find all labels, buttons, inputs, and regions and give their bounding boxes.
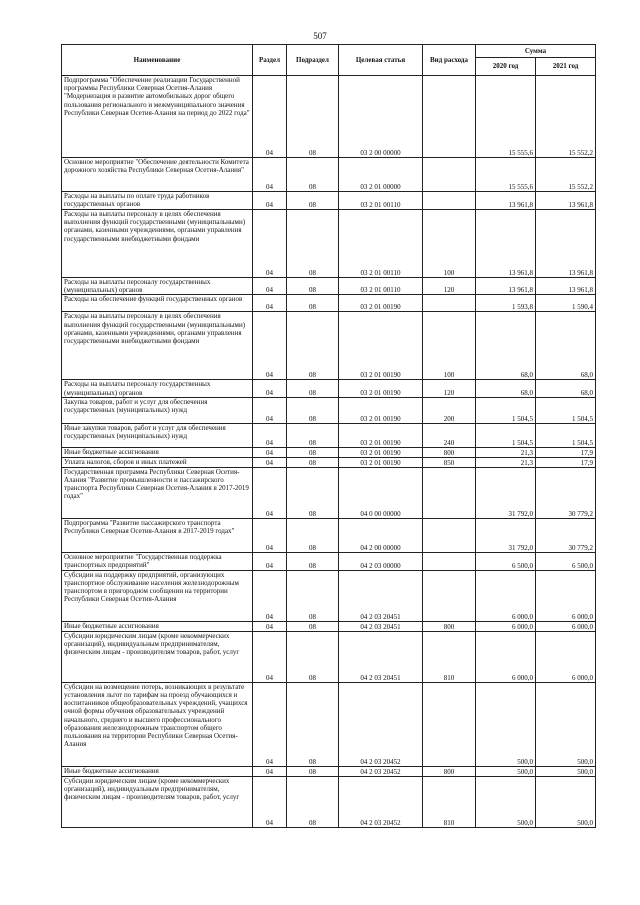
- row-subsection: 08: [287, 682, 339, 766]
- row-target: 04 0 00 00000: [339, 467, 423, 518]
- row-subsection: 08: [287, 457, 339, 467]
- row-name-text: Подпрограмма "Развитие пассажирского транспорта Республики Северная Осетия-Алания в 2017-2019 годах": [64, 518, 235, 536]
- row-name: [62, 766, 253, 776]
- row-target: 04 2 03 20452: [339, 682, 423, 766]
- row-section: 04: [253, 397, 287, 423]
- header-name: Наименование: [62, 45, 253, 76]
- row-subsection: 08: [287, 76, 339, 158]
- row-target: 03 2 01 00190: [339, 447, 423, 457]
- row-name-text: Иные бюджетные ассигнования: [64, 447, 159, 456]
- row-sum-2020: 6 500,0: [476, 552, 536, 570]
- row-section: 04: [253, 631, 287, 682]
- row-sum-2020: 13 961,8: [476, 192, 536, 210]
- row-target: 03 2 01 00190: [339, 295, 423, 312]
- row-sum-2021: 6 000,0: [536, 570, 596, 621]
- row-target: 04 2 03 20451: [339, 621, 423, 631]
- row-name: [62, 467, 253, 518]
- row-expense-type: 850: [423, 457, 476, 467]
- row-name-text: Субсидии на поддержку предприятий, организующих транспортное обслуживание населения железнодорожным транспортом в пригородном сообщении на территории Республики Северная Осетия-Алания: [64, 570, 239, 604]
- row-name: [62, 295, 253, 312]
- row-sum-2021: 13 961,8: [536, 192, 596, 210]
- row-sum-2020: 15 555,6: [476, 158, 536, 192]
- header-subsection: Подраздел: [287, 45, 339, 76]
- table-row: [62, 423, 596, 447]
- row-target: 03 2 01 00190: [339, 312, 423, 380]
- row-sum-2020: 21,3: [476, 447, 536, 457]
- row-section: 04: [253, 192, 287, 210]
- row-expense-type: [423, 76, 476, 158]
- row-target: 03 2 00 00000: [339, 76, 423, 158]
- row-expense-type: 810: [423, 631, 476, 682]
- row-name: [62, 682, 253, 766]
- table-row: [62, 621, 596, 631]
- row-subsection: 08: [287, 631, 339, 682]
- row-expense-type: 800: [423, 447, 476, 457]
- row-name-text: Расходы на выплаты персоналу государственных (муниципальных) органов: [64, 380, 211, 397]
- row-target: 04 2 03 20452: [339, 776, 423, 827]
- row-section: 04: [253, 570, 287, 621]
- row-section: 04: [253, 380, 287, 397]
- row-sum-2021: 6 000,0: [536, 631, 596, 682]
- row-subsection: 08: [287, 192, 339, 210]
- row-subsection: 08: [287, 776, 339, 827]
- table-row: [62, 518, 596, 552]
- table-row: [62, 682, 596, 766]
- row-sum-2020: 68,0: [476, 380, 536, 397]
- row-name: [62, 570, 253, 621]
- row-name: [62, 312, 253, 380]
- row-name-text: Расходы на обеспечение функций государственных органов: [64, 295, 243, 304]
- table-row: [62, 467, 596, 518]
- row-target: 04 2 03 20451: [339, 631, 423, 682]
- row-expense-type: [423, 192, 476, 210]
- row-sum-2021: 17,9: [536, 457, 596, 467]
- row-subsection: 08: [287, 295, 339, 312]
- table-row: [62, 210, 596, 278]
- row-name-text: Государственная программа Республики Северная Осетия-Алания "Развитие промышленности и пассажирского транспорта Республики Северная Осетия-Алания в 2017-2019 годах": [64, 467, 249, 501]
- row-target: 03 2 01 00190: [339, 380, 423, 397]
- table-row: [62, 312, 596, 380]
- row-sum-2021: 1 504,5: [536, 397, 596, 423]
- row-name-text: Субсидии юридическим лицам (кроме некоммерческих организаций), индивидуальным предпринимателям, физическим лицам - производителям товаров, работ, услуг: [64, 631, 240, 657]
- row-subsection: 08: [287, 278, 339, 295]
- table-row: [62, 380, 596, 397]
- row-expense-type: 810: [423, 776, 476, 827]
- row-sum-2020: 1 504,5: [476, 423, 536, 447]
- row-name: [62, 776, 253, 827]
- row-target: 03 2 01 00190: [339, 397, 423, 423]
- table-row: [62, 552, 596, 570]
- row-target: 03 2 01 00190: [339, 457, 423, 467]
- row-section: 04: [253, 158, 287, 192]
- row-expense-type: [423, 552, 476, 570]
- row-target: 03 2 01 00110: [339, 192, 423, 210]
- row-expense-type: [423, 570, 476, 621]
- row-sum-2020: 6 000,0: [476, 631, 536, 682]
- table-row: [62, 457, 596, 467]
- budget-table: [61, 44, 596, 828]
- row-subsection: 08: [287, 423, 339, 447]
- row-section: 04: [253, 776, 287, 827]
- row-sum-2020: 6 000,0: [476, 621, 536, 631]
- row-sum-2021: 6 000,0: [536, 621, 596, 631]
- row-section: 04: [253, 423, 287, 447]
- row-name: [62, 192, 253, 210]
- row-subsection: 08: [287, 397, 339, 423]
- row-name-text: Уплата налогов, сборов и иных платежей: [64, 457, 187, 466]
- row-expense-type: 120: [423, 278, 476, 295]
- row-subsection: 08: [287, 621, 339, 631]
- row-sum-2020: 500,0: [476, 682, 536, 766]
- row-expense-type: 120: [423, 380, 476, 397]
- row-name-text: Расходы на выплаты персоналу государственных (муниципальных) органов: [64, 278, 211, 295]
- row-sum-2020: 6 000,0: [476, 570, 536, 621]
- row-target: 03 2 01 00000: [339, 158, 423, 192]
- header-section: Раздел: [253, 45, 287, 76]
- table-row: [62, 192, 596, 210]
- row-name: [62, 278, 253, 295]
- table-row: [62, 278, 596, 295]
- row-name: [62, 518, 253, 552]
- row-section: 04: [253, 766, 287, 776]
- row-sum-2020: 500,0: [476, 766, 536, 776]
- row-sum-2021: 30 779,2: [536, 518, 596, 552]
- row-sum-2020: 15 555,6: [476, 76, 536, 158]
- table-row: [62, 158, 596, 192]
- row-expense-type: [423, 158, 476, 192]
- row-section: 04: [253, 518, 287, 552]
- header-sum: Сумма: [476, 45, 596, 58]
- row-sum-2021: 13 961,8: [536, 278, 596, 295]
- row-sum-2020: 31 792,0: [476, 518, 536, 552]
- row-target: 03 2 01 00110: [339, 210, 423, 278]
- table-row: [62, 766, 596, 776]
- row-section: 04: [253, 447, 287, 457]
- row-name: [62, 210, 253, 278]
- row-subsection: 08: [287, 518, 339, 552]
- row-subsection: 08: [287, 766, 339, 776]
- row-sum-2020: 21,3: [476, 457, 536, 467]
- row-subsection: 08: [287, 467, 339, 518]
- header-expense-type: Вид расхода: [423, 45, 476, 76]
- row-name-text: Иные закупки товаров, работ и услуг для обеспечения государственных (муниципальных) нужд: [64, 423, 226, 441]
- row-sum-2021: 15 552,2: [536, 158, 596, 192]
- row-name: [62, 631, 253, 682]
- row-section: 04: [253, 76, 287, 158]
- row-target: 03 2 01 00190: [339, 423, 423, 447]
- table-row: [62, 776, 596, 827]
- row-name-text: Иные бюджетные ассигнования: [64, 621, 159, 630]
- row-name-text: Иные бюджетные ассигнования: [64, 766, 159, 775]
- table-row: [62, 631, 596, 682]
- row-section: 04: [253, 552, 287, 570]
- row-target: 04 2 00 00000: [339, 518, 423, 552]
- header-year-2021: 2021 год: [536, 58, 596, 76]
- row-name: [62, 552, 253, 570]
- row-target: 04 2 03 20452: [339, 766, 423, 776]
- row-sum-2020: 68,0: [476, 312, 536, 380]
- row-expense-type: [423, 518, 476, 552]
- row-name-text: Расходы на выплаты по оплате труда работников государственных органов: [64, 192, 210, 209]
- row-expense-type: [423, 467, 476, 518]
- row-subsection: 08: [287, 570, 339, 621]
- row-sum-2020: 13 961,8: [476, 210, 536, 278]
- row-section: 04: [253, 295, 287, 312]
- row-subsection: 08: [287, 312, 339, 380]
- table-row: [62, 447, 596, 457]
- row-section: 04: [253, 312, 287, 380]
- row-sum-2021: 500,0: [536, 776, 596, 827]
- row-expense-type: 100: [423, 210, 476, 278]
- row-sum-2020: 31 792,0: [476, 467, 536, 518]
- row-sum-2021: 15 552,2: [536, 76, 596, 158]
- row-expense-type: 800: [423, 766, 476, 776]
- row-subsection: 08: [287, 552, 339, 570]
- row-name-text: Основное мероприятие "Обеспечение деятельности Комитета дорожного хозяйства Республики Северная Осетия-Алания": [64, 158, 249, 175]
- row-name: [62, 621, 253, 631]
- row-name-text: Расходы на выплаты персоналу в целях обеспечения выполнения функций государственными (муниципальными) органами, казенными учреждениями, органами управления государственными внебюджетными фондами: [64, 210, 246, 243]
- row-section: 04: [253, 467, 287, 518]
- row-name-text: Расходы на выплаты персоналу в целях обеспечения выполнения функций государственными (муниципальными) органами, казенными учреждениями, органами управления государственными внебюджетными фондами: [64, 312, 246, 346]
- row-sum-2021: 6 500,0: [536, 552, 596, 570]
- table-row: [62, 570, 596, 621]
- row-sum-2021: 68,0: [536, 380, 596, 397]
- row-sum-2020: 500,0: [476, 776, 536, 827]
- row-expense-type: [423, 295, 476, 312]
- row-name: [62, 423, 253, 447]
- row-section: 04: [253, 621, 287, 631]
- row-name-text: Закупка товаров, работ и услуг для обеспечения государственных (муниципальных) нужд: [64, 397, 208, 415]
- row-name: [62, 447, 253, 457]
- row-name: [62, 76, 253, 158]
- row-subsection: 08: [287, 380, 339, 397]
- row-name-text: Субсидии юридическим лицам (кроме некоммерческих организаций), индивидуальным предпринимателям, физическим лицам - производителям товаров, работ, услуг: [64, 776, 240, 802]
- row-name-text: Основное мероприятие "Государственная поддержка транспортных предприятий": [64, 552, 222, 570]
- row-sum-2020: 1 593,8: [476, 295, 536, 312]
- row-sum-2020: 1 504,5: [476, 397, 536, 423]
- row-section: 04: [253, 210, 287, 278]
- row-target: 04 2 03 20451: [339, 570, 423, 621]
- row-sum-2021: 1 590,4: [536, 295, 596, 312]
- row-expense-type: 800: [423, 621, 476, 631]
- row-sum-2021: 500,0: [536, 682, 596, 766]
- header-year-2020: 2020 год: [476, 58, 536, 76]
- row-target: 04 2 03 00000: [339, 552, 423, 570]
- table-row: [62, 76, 596, 158]
- row-sum-2021: 17,9: [536, 447, 596, 457]
- row-subsection: 08: [287, 447, 339, 457]
- row-name: [62, 457, 253, 467]
- row-expense-type: [423, 682, 476, 766]
- row-sum-2021: 30 779,2: [536, 467, 596, 518]
- row-name: [62, 397, 253, 423]
- row-sum-2021: 500,0: [536, 766, 596, 776]
- page-number: 507: [313, 31, 327, 41]
- table-row: [62, 295, 596, 312]
- row-section: 04: [253, 682, 287, 766]
- row-section: 04: [253, 278, 287, 295]
- row-expense-type: 100: [423, 312, 476, 380]
- row-sum-2021: 13 961,8: [536, 210, 596, 278]
- row-expense-type: 200: [423, 397, 476, 423]
- row-sum-2020: 13 961,8: [476, 278, 536, 295]
- row-sum-2021: 68,0: [536, 312, 596, 380]
- row-name-text: Субсидии на возмещение потерь, возникающих в результате установления льгот по тарифам на проезд обучающихся и воспитанников общеобразовательных учреждений, учащихся очной формы обучения образовательных учреждений начального, среднего и высшего профессионального образования железнодорожным транспортом общего пользования на территории Республики Северная Осетия-Алания: [64, 682, 248, 749]
- row-subsection: 08: [287, 210, 339, 278]
- row-expense-type: 240: [423, 423, 476, 447]
- row-name: [62, 380, 253, 397]
- row-section: 04: [253, 457, 287, 467]
- row-target: 03 2 01 00110: [339, 278, 423, 295]
- table-row: [62, 397, 596, 423]
- row-name-text: Подпрограмма "Обеспечение реализации Государственной программы Республики Северная Осетия-Алания "Модернизация и развитие автомобильных дорог общего пользования регионального и межмуниципального значения Республики Северная Осетия-Алания на период до 2022 года": [64, 76, 250, 117]
- row-subsection: 08: [287, 158, 339, 192]
- header-target: Целевая статья: [339, 45, 423, 76]
- row-name: [62, 158, 253, 192]
- row-sum-2021: 1 504,5: [536, 423, 596, 447]
